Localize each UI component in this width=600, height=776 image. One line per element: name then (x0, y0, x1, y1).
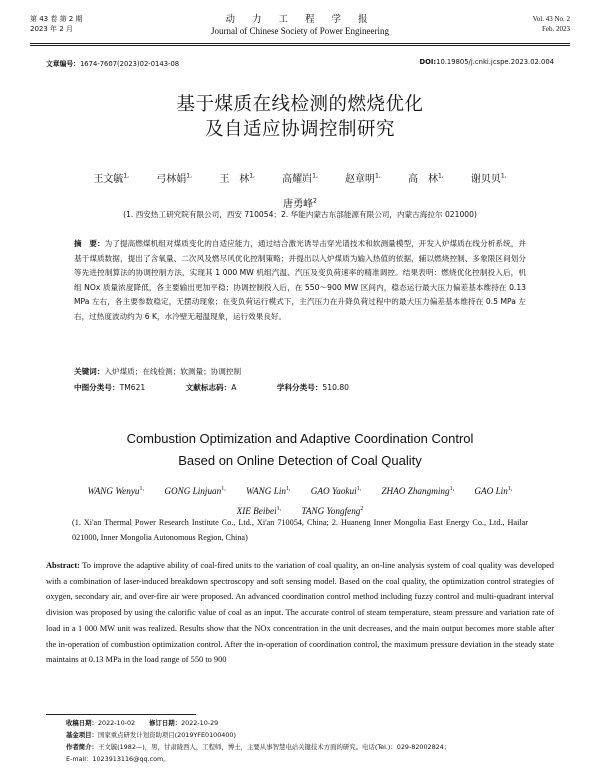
running-header (30, 14, 570, 44)
authors-en (50, 480, 550, 520)
en-author (237, 506, 282, 516)
fund-label: 基金项目： (66, 731, 98, 739)
document-code-value: A (231, 383, 237, 392)
cn-author (471, 174, 507, 185)
en-author-sup: 1, (449, 486, 455, 492)
revised-label: 修订日期： (149, 719, 182, 727)
revised-value: 2022-10-29 (181, 719, 219, 727)
cn-author-name: 唐勇峰 (283, 198, 314, 210)
en-author-sup: 1, (139, 486, 145, 492)
abstract-en-label: Abstract: (46, 561, 80, 570)
cn-author-name: 王 林 (219, 174, 250, 186)
title-en-line-1: Combustion Optimization and Adaptive Coordination Control (126, 431, 474, 446)
en-author (164, 486, 225, 496)
date-cn: 2023 年 2 月 (30, 25, 73, 33)
cn-author (283, 199, 317, 210)
authors-cn (70, 166, 530, 215)
abstract-en (46, 558, 554, 668)
en-author-name: WANG Lin (246, 486, 286, 497)
received-value: 2022-10-02 (97, 719, 136, 727)
en-author-name: GAO Lin (474, 486, 508, 497)
en-author-sup: 1, (285, 486, 291, 492)
en-author-name: XIE Beibei (236, 506, 277, 517)
subject-code-label: 学科分类号： (276, 383, 323, 392)
footnote-email (66, 753, 554, 765)
header-journal (30, 14, 570, 37)
cn-author-name: 谢贝贝 (470, 174, 501, 186)
abstract-cn-label: 摘 要： (74, 239, 105, 248)
abstract-en-text: To improve the adaptive ability of coal-fired units to the variation of coal quality, an on-line analysis system of coal quality was developed with a combination of laser-induced breakdown spectroscopy and soft sensing model. Based on the coal quality, the optimization control strategies of oxygen, secondary air, and over-fire air were proposed. An advanced coordination control method including fuzzy control and multi-quadrant interval division was proposed by using the calorific value of coal as an input. The accurate control of steam temperature, steam pressure and variation rate of load in a 1 000 MW unit was realized. Results show that the NOx concentration in the unit decreases, and the main output becomes more stable after the in-operation of combustion optimization control. After the in-operation of coordination control, the maximum pressure deviation in the steady state maintains at 0.13 MPa in the load range of 550 to 900 (46, 561, 554, 665)
footnotes (66, 717, 554, 765)
en-author-sup: 1, (221, 486, 226, 492)
en-author-name: TANG Yongfeng (301, 506, 361, 517)
document-code (186, 383, 237, 392)
cn-author (93, 174, 129, 185)
cn-author-sup: 1, (500, 173, 507, 180)
cn-author-sup: 1, (249, 173, 255, 180)
subject-code (277, 383, 349, 392)
doi (419, 58, 554, 66)
keywords-cn-text: 入炉煤质；在线检测；软测量；协调控制 (104, 367, 242, 376)
cn-author-sup: 2 (313, 197, 317, 205)
journal-name-en: Journal of Chinese Society of Power Engineering (211, 26, 389, 36)
keywords-cn-label: 关键词： (74, 367, 105, 376)
subject-code-value: 510.80 (322, 383, 349, 392)
en-author (381, 486, 454, 496)
en-author-sup: 2 (360, 506, 364, 513)
cn-author-name: 高 林 (407, 174, 438, 186)
clc-number (74, 383, 145, 392)
cn-author-name: 赵章明 (345, 174, 376, 186)
en-author-name: ZHAO Zhangming (381, 486, 450, 497)
title-cn (0, 92, 600, 142)
footnote-fund (66, 729, 554, 741)
volume-cn: 第 43 卷 第 2 期 (30, 15, 83, 23)
doi-value: 10.19805/j.cnki.jcspe.2023.02.004 (436, 58, 554, 66)
classification-cn (74, 382, 526, 394)
fund-value: 国家重点研发计划资助项目(2019YFE0100400) (97, 731, 236, 739)
article-number (46, 58, 179, 68)
en-author (246, 486, 290, 496)
keywords-cn (74, 366, 526, 378)
cn-author-sup: 1, (123, 173, 130, 180)
cn-author-sup: 1, (312, 173, 318, 180)
en-author (301, 506, 363, 516)
article-number-value: 1674-7607(2023)02-0143-08 (79, 60, 180, 68)
cn-author-sup: 1, (437, 173, 444, 180)
title-cn-line-2: 及自适应协调控制研究 (204, 119, 395, 140)
cn-author-name: 弓林娟 (156, 174, 187, 186)
en-author-sup: 1, (356, 486, 362, 492)
revised-date (149, 719, 218, 727)
abstract-cn-text: 为了提高燃煤机组对煤质变化的自适应能力，通过结合激光诱导击穿光谱技术和软测量模型，开发入炉煤质在线分析系统，并基于煤质数据，提出了含氧量、二次风及燃尽风优化控制策略；并提出以入炉煤质为输入热值的依据，辅以燃烧控制、多象限区间划分等先进控制算法的协调控制方法，实现其 1 000 MW 机组汽温、汽压及变负荷速率的精准调控。结果表明：燃烧优化控制投入后，机组 NOx 质量浓度降低，各主要输出更加平稳；协调控制投入后，在 550～900 MW 区间内，稳态运行最大压力偏差基本维持在 0.13 MPa 左右，各主要参数稳定，无摆动现象；在变负荷运行模式下，主汽压力在升降负荷过程中的最大压力偏差基本维持在 0.5 MPa 左右，过热度波动约为 6 K，水冷壁无超温现象，运行效果良好。 (74, 239, 527, 321)
document-code-label: 文献标志码： (185, 383, 232, 392)
cn-author (282, 174, 318, 185)
en-author-name: WANG Wenyu (87, 486, 140, 497)
en-author (311, 486, 361, 496)
abstract-cn (74, 237, 526, 325)
footnote-rule (46, 714, 196, 715)
author-bio-value: 王文毓(1982—)，男，甘肃陇西人，工程师，博士，主要从事智慧电站关键技术方面的研究。电话(Tel.)：029-82002824； (97, 743, 451, 751)
en-author (474, 486, 512, 496)
received-label: 收稿日期： (66, 719, 98, 727)
title-en-line-2: Based on Online Detection of Coal Quality (178, 453, 422, 468)
en-author-name: GAO Yaokui (310, 486, 357, 497)
author-bio-label: 作者简介： (66, 743, 98, 751)
affiliation-en: (1. Xi'an Thermal Power Research Institute Co., Ltd., Xi'an 710054, China; 2. Huaneng Inner Mongolia East Energy Co., Ltd., Hailar 021000, Inner Mongolia Autonomous Region, China) (72, 518, 528, 542)
title-en (0, 428, 600, 472)
cn-author-sup: 1, (186, 173, 193, 180)
header-volume-en (533, 14, 570, 34)
clc-label: 中图分类号： (74, 383, 120, 392)
cn-author (156, 174, 192, 185)
journal-name-cn: 动 力 工 程 学 报 (225, 14, 375, 25)
cn-author (345, 174, 381, 185)
article-meta (46, 58, 554, 68)
en-author (88, 486, 144, 496)
en-author-name: GONG Linjuan (164, 486, 222, 497)
author-email: E-mail：1023913116@qq.com。 (66, 755, 170, 763)
doi-label: DOI: (419, 58, 437, 66)
cn-author-sup: 1, (375, 173, 381, 180)
affiliation-cn: (1. 西安热工研究院有限公司，西安 710054；2. 华能内蒙古东部能源有限公司，内蒙古海拉尔 021000) (123, 210, 477, 219)
footnote-author (66, 741, 554, 753)
cn-author (219, 174, 255, 185)
received-date (66, 719, 135, 727)
clc-value: TM621 (119, 383, 146, 392)
footnote-dates (66, 717, 554, 729)
volume-en: Vol. 43 No. 2 (532, 15, 570, 23)
date-en: Feb. 2023 (542, 25, 570, 33)
article-number-label: 文章编号： (46, 60, 80, 68)
en-author-sup: 1, (276, 506, 282, 513)
en-author-sup: 1, (507, 486, 513, 492)
cn-author-name: 王文毓 (93, 174, 124, 186)
header-rule (30, 43, 570, 46)
title-cn-line-1: 基于煤质在线检测的燃烧优化 (176, 94, 424, 115)
cn-author-name: 高耀岿 (282, 174, 313, 186)
cn-author (408, 174, 444, 185)
